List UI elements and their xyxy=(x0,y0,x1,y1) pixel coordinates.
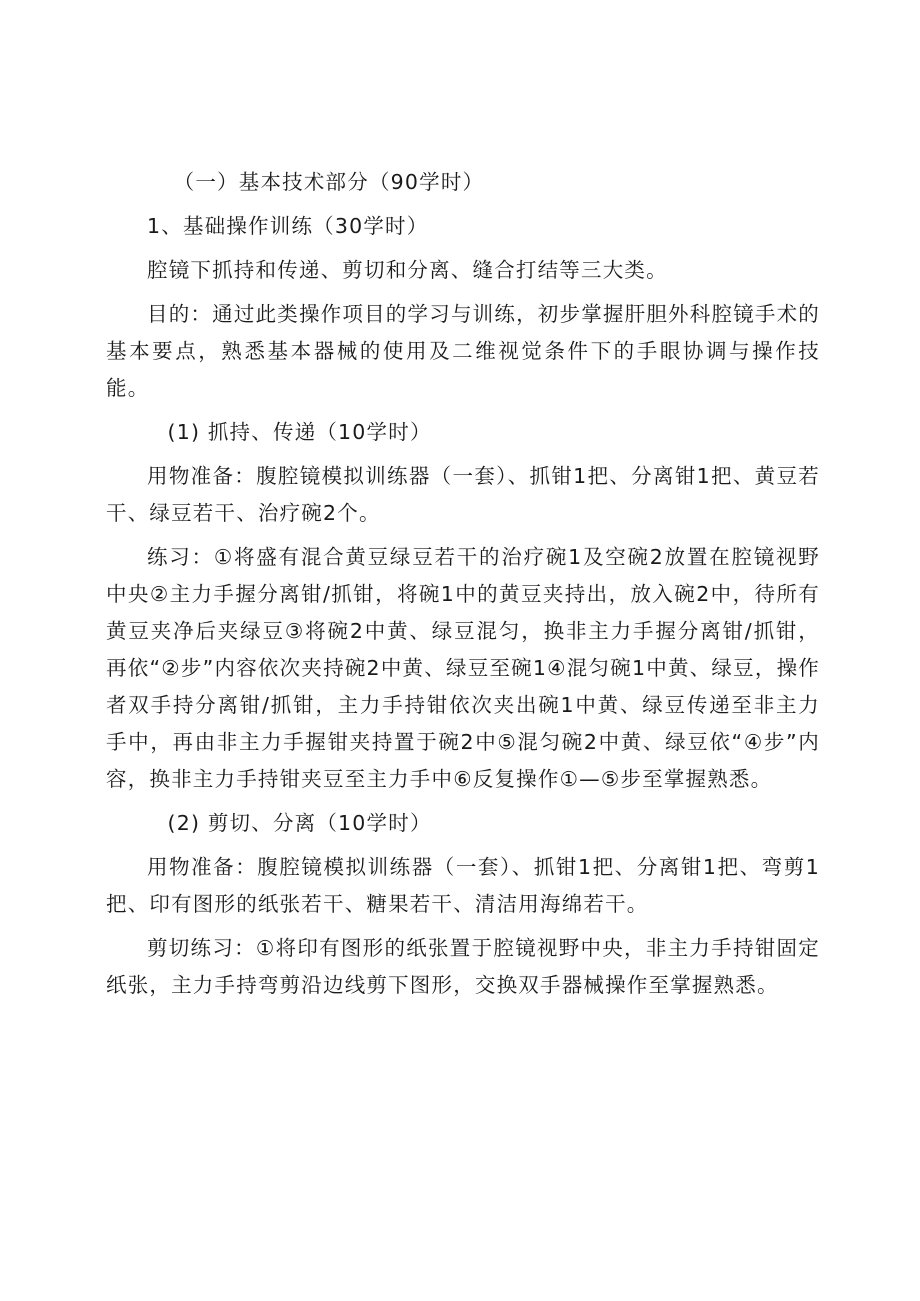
item2-materials-paragraph: 用物准备：腹腔镜模拟训练器（一套）、抓钳1把、分离钳1把、弯剪1把、印有图形的纸张若干、糖果若干、清洁用海绵若干。 xyxy=(106,855,820,916)
item1-materials-paragraph: 用物准备：腹腔镜模拟训练器（一套）、抓钳1把、分离钳1把、黄豆若干、绿豆若干、治疗碗2个。 xyxy=(106,464,820,525)
item2-title: (2) 剪切、分离（10学时） xyxy=(167,811,432,835)
section-title: （一）基本技术部分（90学时） xyxy=(173,170,485,194)
item1-title: (1) 抓持、传递（10学时） xyxy=(167,420,432,444)
intro-paragraph: 腔镜下抓持和传递、剪切和分离、缝合打结等三大类。 xyxy=(147,258,668,282)
purpose-paragraph: 目的：通过此类操作项目的学习与训练，初步掌握肝胆外科腔镜手术的基本要点，熟悉基本器械的使用及二维视觉条件下的手眼协调与操作技能。 xyxy=(106,302,820,400)
subsection-title: 1、基础操作训练（30学时） xyxy=(147,214,429,238)
item1-practice-paragraph: 练习：①将盛有混合黄豆绿豆若干的治疗碗1及空碗2放置在腔镜视野中央②主力手握分离钳/抓钳，将碗1中的黄豆夹持出，放入碗2中，待所有黄豆夹净后夹绿豆③将碗2中黄、绿豆混匀，换非主力手握分离钳/抓钳，再依“②步”内容依次夹持碗2中黄、绿豆至碗1④混匀碗1中黄、绿豆，操作者双手持分离钳/抓钳，主力手持钳依次夹出碗1中黄、绿豆传递至非主力手中，再由非主力手握钳夹持置于碗2中⑤混匀碗2中黄、绿豆依“④步”内容，换非主力手持钳夹豆至主力手中⑥反复操作①—⑤步至掌握熟悉。 xyxy=(106,545,820,791)
item2-practice-paragraph: 剪切练习：①将印有图形的纸张置于腔镜视野中央，非主力手持钳固定纸张，主力手持弯剪沿边线剪下图形，交换双手器械操作至掌握熟悉。 xyxy=(106,936,820,997)
